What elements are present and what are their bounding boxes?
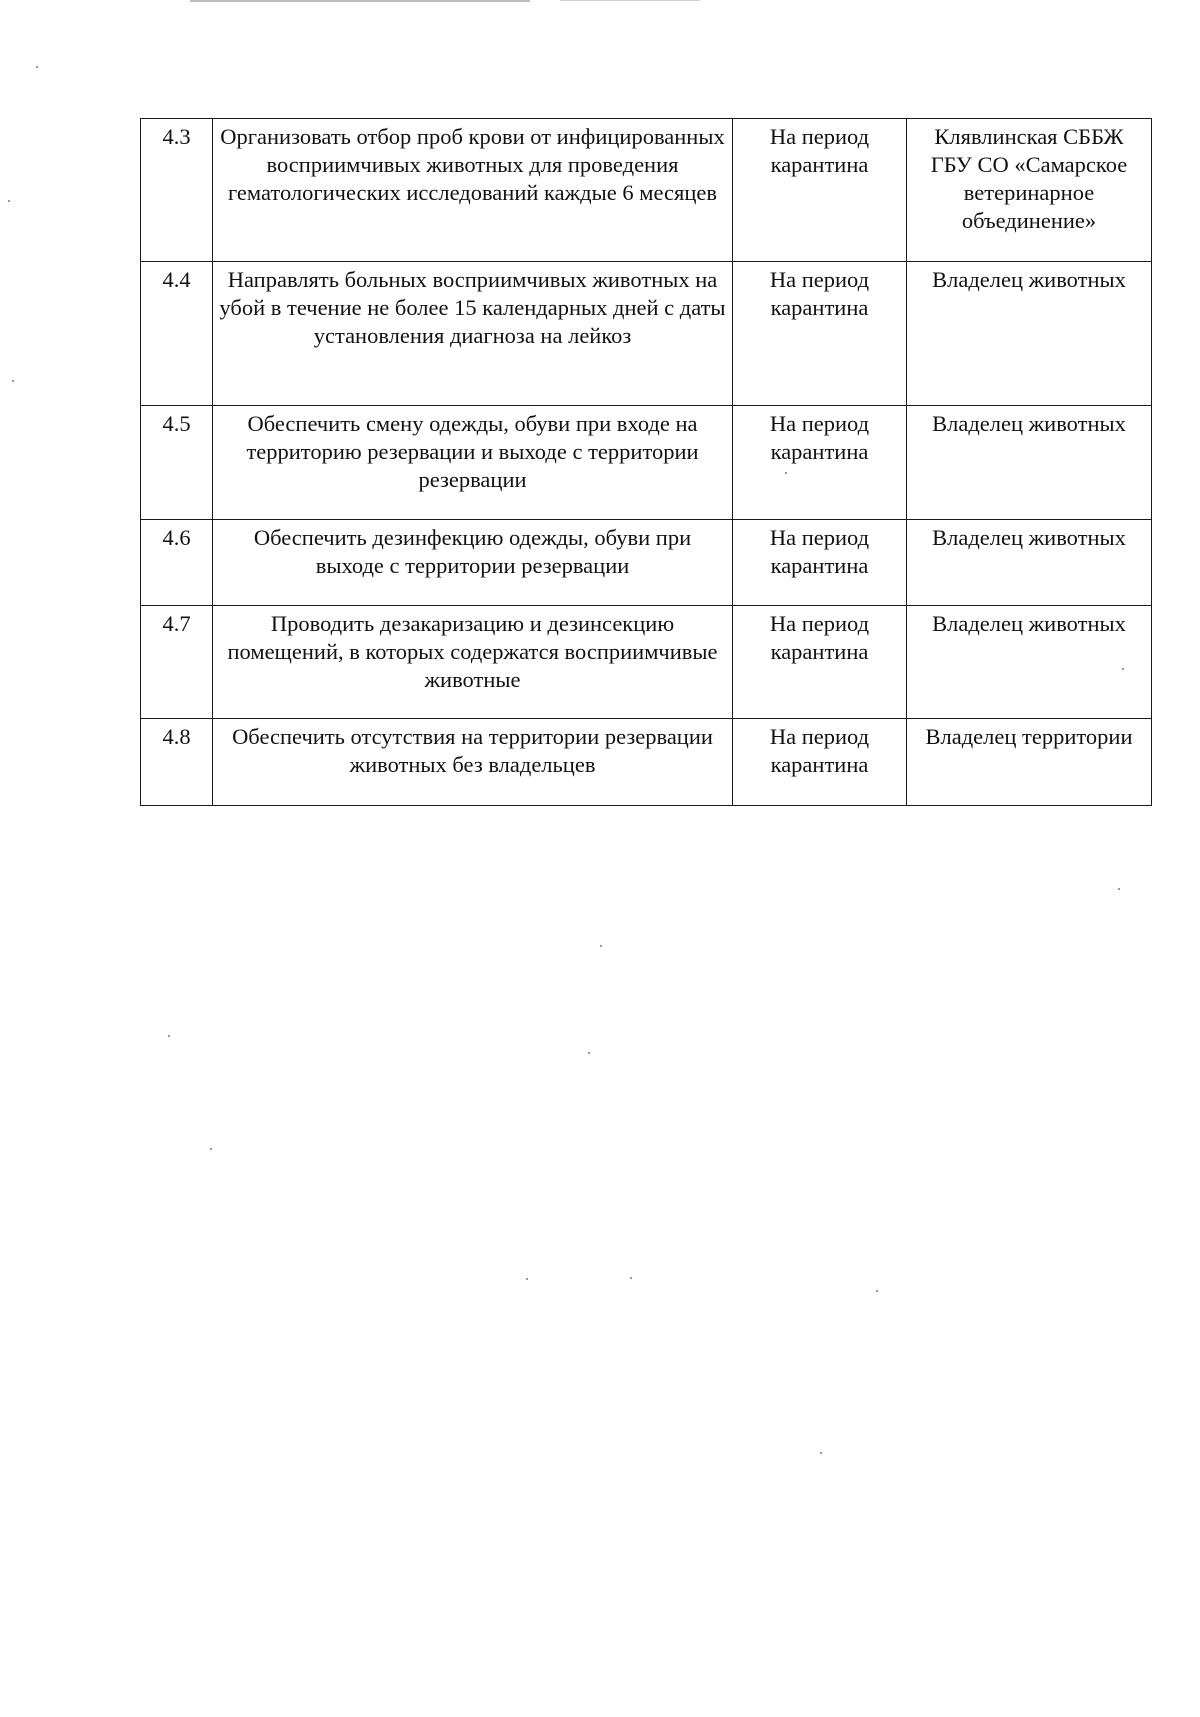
quarantine-measures-table	[140, 118, 1152, 806]
item-number: 4.6	[141, 520, 213, 606]
measure-description: Направлять больных восприимчивых животных на убой в течение не более 15 календарных дней с даты установления диагноза на лейкоз	[213, 262, 733, 406]
item-number: 4.3	[141, 119, 213, 262]
measure-description: Организовать отбор проб крови от инфицированных восприимчивых животных для проведения гематологических исследований каждые 6 месяцев	[213, 119, 733, 262]
measure-term: На период карантина	[733, 119, 907, 262]
item-number: 4.4	[141, 262, 213, 406]
item-number: 4.8	[141, 719, 213, 806]
scan-edge-mark	[560, 0, 700, 1]
scan-speck	[876, 1290, 878, 1292]
table-row	[141, 119, 1152, 262]
measure-term: На период карантина	[733, 606, 907, 719]
measure-description: Обеспечить отсутствия на территории резервации животных без владельцев	[213, 719, 733, 806]
item-number: 4.7	[141, 606, 213, 719]
measure-term: На период карантина	[733, 520, 907, 606]
measure-description: Проводить дезакаризацию и дезинсекцию помещений, в которых содержатся восприимчивые животные	[213, 606, 733, 719]
measure-term: На период карантина	[733, 406, 907, 520]
measure-term: На период карантина	[733, 262, 907, 406]
scan-speck	[526, 1278, 528, 1280]
responsible-party: Клявлинская СББЖ ГБУ СО «Самарское ветеринарное объединение»	[907, 119, 1152, 262]
item-number: 4.5	[141, 406, 213, 520]
table-row	[141, 262, 1152, 406]
scan-speck	[8, 200, 10, 202]
responsible-party: Владелец животных	[907, 520, 1152, 606]
responsible-party: Владелец животных	[907, 262, 1152, 406]
scan-speck	[820, 1452, 822, 1454]
responsible-party: Владелец животных	[907, 406, 1152, 520]
scan-speck	[1118, 888, 1120, 890]
responsible-party: Владелец территории	[907, 719, 1152, 806]
scan-speck	[168, 1035, 170, 1037]
table-row	[141, 406, 1152, 520]
scan-speck	[588, 1052, 590, 1054]
table-row	[141, 606, 1152, 719]
measure-term: На период карантина	[733, 719, 907, 806]
scan-speck	[12, 380, 14, 382]
scan-speck	[630, 1277, 632, 1279]
table-row	[141, 520, 1152, 606]
scan-edge-mark	[190, 0, 530, 2]
table-row	[141, 719, 1152, 806]
responsible-party: Владелец животных	[907, 606, 1152, 719]
scan-speck	[36, 66, 38, 68]
measure-description: Обеспечить смену одежды, обуви при входе на территорию резервации и выходе с территории резервации	[213, 406, 733, 520]
measure-description: Обеспечить дезинфекцию одежды, обуви при выходе с территории резервации	[213, 520, 733, 606]
scan-speck	[600, 945, 602, 947]
scan-speck	[210, 1148, 212, 1150]
